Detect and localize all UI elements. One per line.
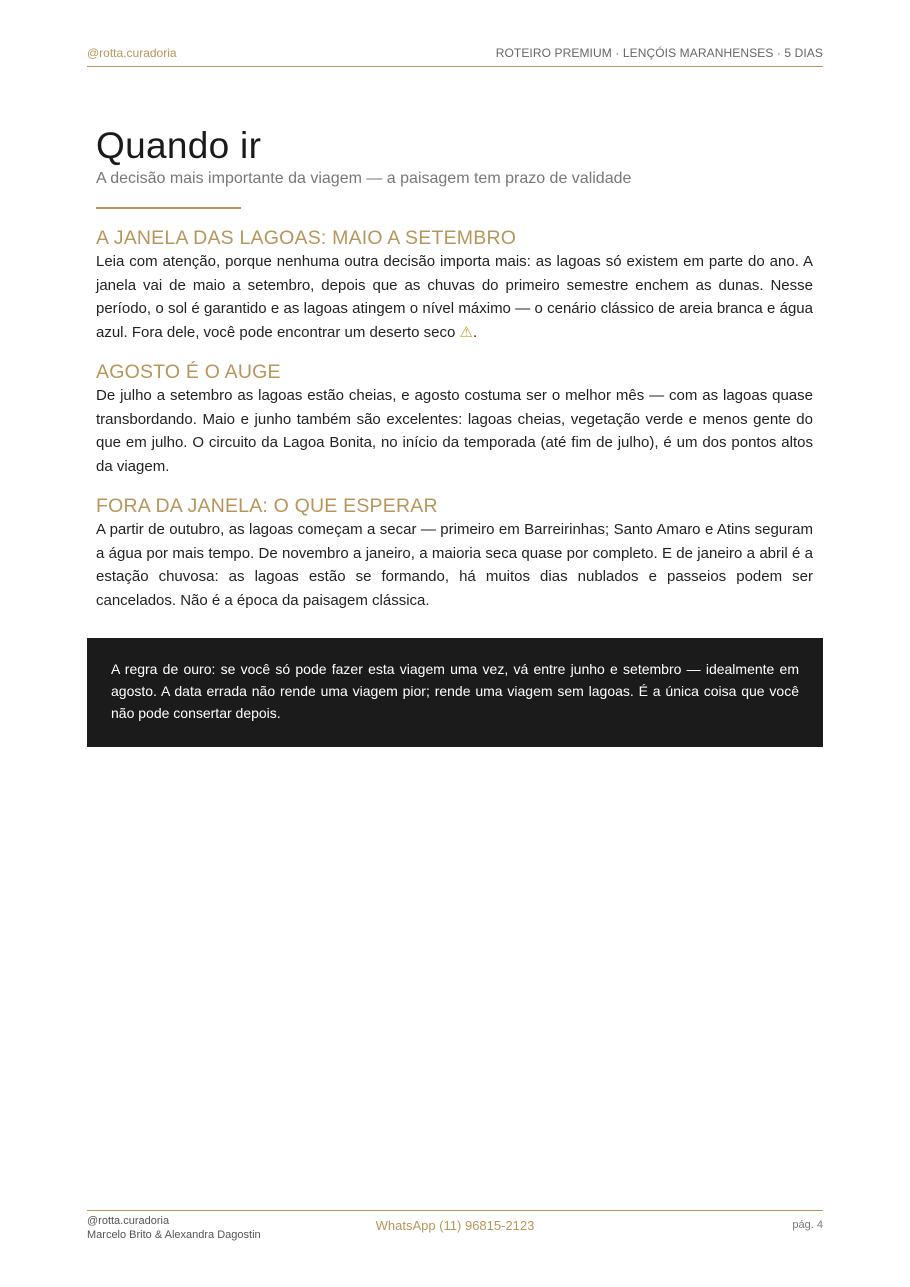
section-agosto-e-o-auge (96, 360, 813, 478)
warning-icon: ⚠ (459, 323, 473, 341)
section-body-text: Leia com atenção, porque nenhuma outra decisão importa mais: as lagoas só existem em parte do ano. A janela vai de maio a setembro, depois que as chuvas do primeiro semestre enchem as dunas. Nesse período, o sol é garantido e as lagoas atingem o nível máximo — o cenário clássico de areia branca e água azul. Fora dele, você pode encontrar um deserto seco (96, 253, 813, 341)
section-heading: AGOSTO É O AUGE (96, 361, 281, 383)
section-body: A partir de outubro, as lagoas começam a secar — primeiro em Barreirinhas; Santo Amaro e Atins seguram a água por mais tempo. De novembro a janeiro, a maioria seca quase por completo. E de janeiro a abril é a estação chuvosa: as lagoas estão se formando, há muitos dias nublados e passeios podem ser cancelados. Não é a época da paisagem clássica. (96, 521, 813, 609)
callout-text: A regra de ouro: se você só pode fazer esta viagem uma vez, vá entre junho e setembro — idealmente em agosto. A data errada não rende uma viagem pior; rende uma viagem sem lagoas. É a única coisa que você não pode consertar depois. (111, 661, 799, 721)
footer-authors: Marcelo Brito & Alexandra Dagostin (87, 1229, 261, 1241)
section-body (96, 250, 813, 344)
footer-whatsapp-contact: WhatsApp (11) 96815-2123 (375, 1218, 535, 1233)
page-number: pág. 4 (792, 1219, 823, 1231)
page-subtitle: A decisão mais importante da viagem — a paisagem tem prazo de validade (96, 170, 632, 187)
section-heading: FORA DA JANELA: O QUE ESPERAR (96, 495, 438, 517)
header-brand: @rotta.curadoria (87, 46, 177, 60)
main-content (96, 124, 813, 612)
page-title: Quando ir (96, 125, 262, 166)
golden-rule-callout (87, 638, 823, 747)
title-divider (96, 207, 241, 209)
section-body: De julho a setembro as lagoas estão cheias, e agosto costuma ser o melhor mês — com as lagoas quase transbordando. Maio e junho também são excelentes: lagoas cheias, vegetação verde e menos gente do que em julho. O circuito da Lagoa Bonita, no início da temporada (até fim de julho), é um dos pontos altos da viagem. (96, 387, 813, 475)
section-janela-das-lagoas (96, 226, 813, 344)
section-body-end: . (473, 323, 478, 341)
header-document-title: ROTEIRO PREMIUM · LENÇÓIS MARANHENSES · 5 DIAS (495, 46, 823, 60)
page-footer (87, 1210, 823, 1241)
section-heading: A JANELA DAS LAGOAS: MAIO A SETEMBRO (96, 227, 517, 249)
section-fora-da-janela (96, 494, 813, 612)
page-header (87, 46, 823, 67)
footer-brand: @rotta.curadoria (87, 1215, 170, 1227)
